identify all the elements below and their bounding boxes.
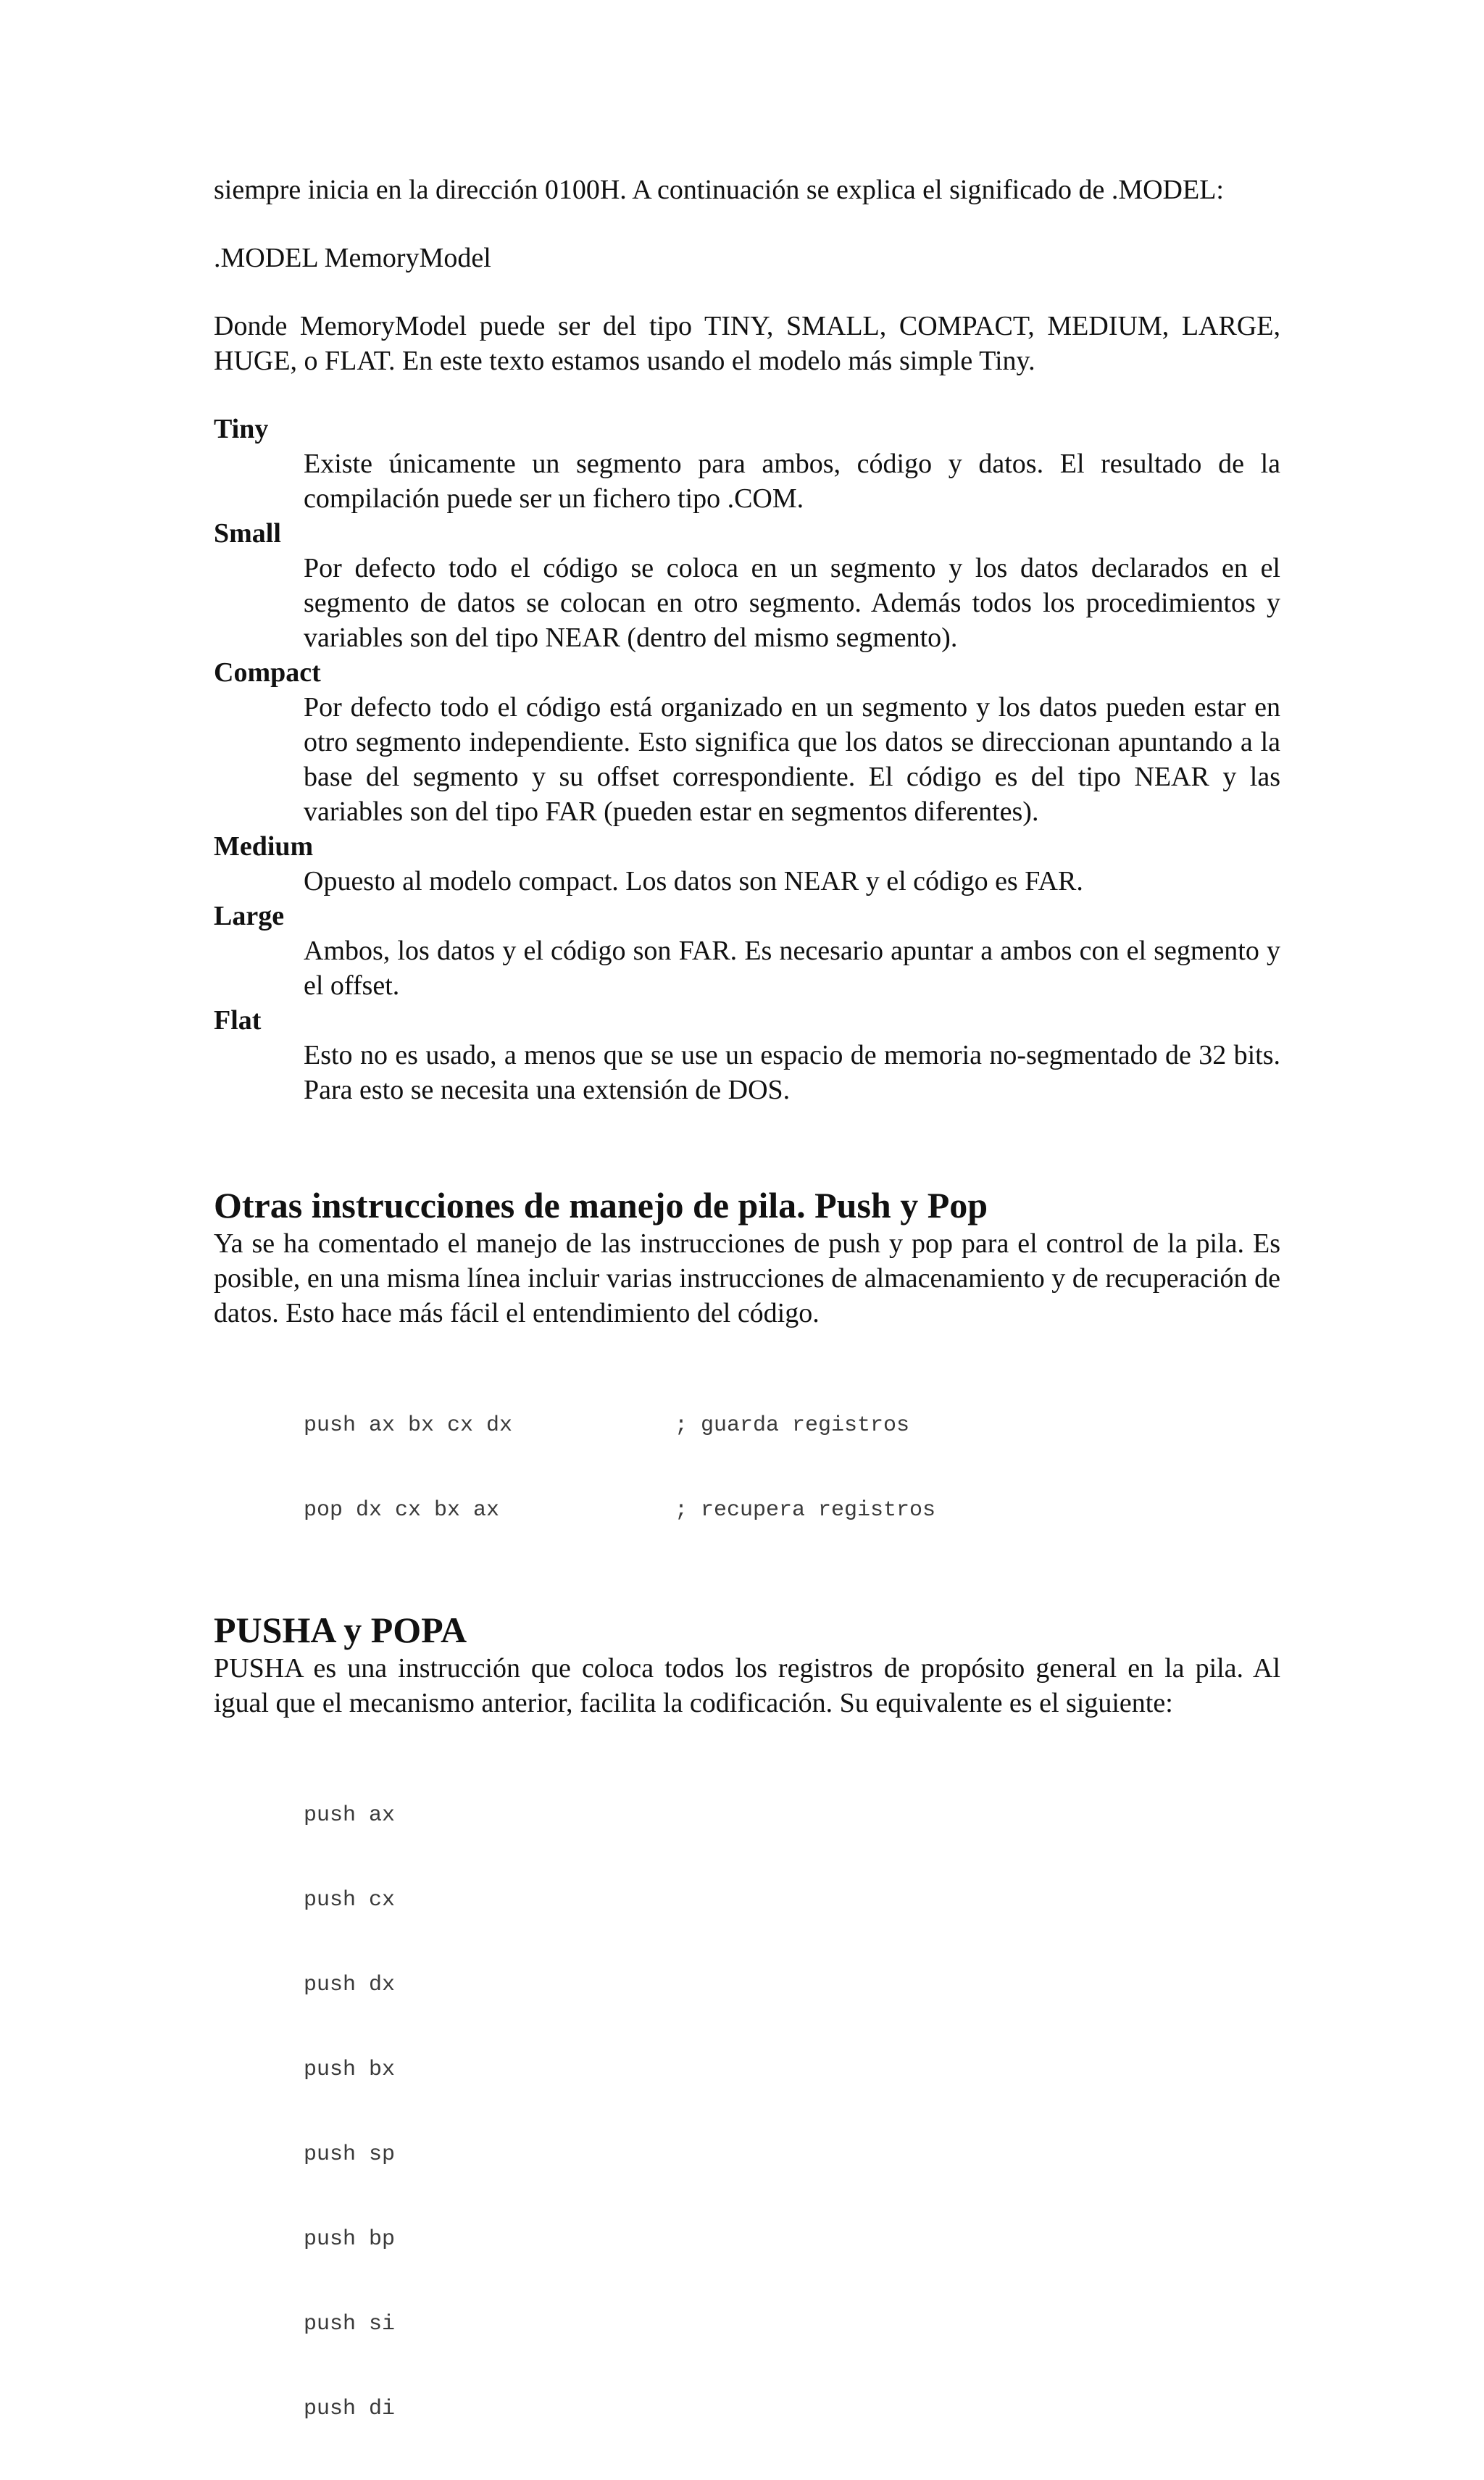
code-line (304, 1497, 1280, 1525)
model-term-tiny: Tiny (214, 414, 269, 444)
model-definition-tiny: Existe únicamente un segmento para ambos, código y datos. El resultado de la compilación puede ser un fichero tipo .COM. (304, 449, 1280, 514)
memory-model-list (214, 412, 1280, 1107)
model-directive-line: .MODEL MemoryModel (214, 243, 491, 273)
code-line (304, 1412, 1280, 1440)
model-term-small: Small (214, 518, 281, 549)
model-description-paragraph: Donde MemoryModel puede ser del tipo TINY, SMALL, COMPACT, MEDIUM, LARGE, HUGE, o FLAT. En este texto estamos usando el modelo más simple Tiny. (214, 311, 1280, 376)
model-definition-flat: Esto no es usado, a menos que se use un espacio de memoria no-segmentado de 32 bits. Para esto se necesita una extensión de DOS. (304, 1040, 1280, 1105)
model-definition-compact: Por defecto todo el código está organizado en un segmento y los datos pueden estar en otro segmento independiente. Esto significa que los datos se direccionan apuntando a la base del segmento y su offset correspondiente. El código es del tipo NEAR y las variables son del tipo FAR (pueden estar en segmentos diferentes). (304, 692, 1280, 827)
pusha-code-block (304, 1745, 1280, 2480)
model-definition-medium: Opuesto al modelo compact. Los datos son NEAR y el código es FAR. (304, 866, 1083, 896)
code-line: push dx (304, 1973, 396, 1997)
section-heading-pusha-popa: PUSHA y POPA (214, 1610, 467, 1650)
document-page (214, 172, 1280, 2480)
code-line: push bx (304, 2057, 396, 2082)
code-line: push bp (304, 2227, 396, 2252)
intro-paragraph: siempre inicia en la dirección 0100H. A continuación se explica el significado de .MODEL: (214, 175, 1224, 205)
code-line: push ax (304, 1803, 396, 1828)
push-pop-paragraph: Ya se ha comentado el manejo de las instrucciones de push y pop para el control de la pila. Es posible, en una misma línea incluir varias instrucciones de almacenamiento y de recuperación de datos. Esto hace más fácil el entendimiento del código. (214, 1228, 1280, 1328)
pusha-paragraph: PUSHA es una instrucción que coloca todos los registros de propósito general en la pila. Al igual que el mecanismo anterior, facilita la codificación. Su equivalente es el siguiente: (214, 1653, 1280, 1718)
model-term-large: Large (214, 901, 285, 931)
code-comment: ; guarda registros (675, 1413, 910, 1438)
code-instruction: push ax bx cx dx (304, 1413, 513, 1438)
code-line: push di (304, 2397, 396, 2421)
model-definition-large: Ambos, los datos y el código son FAR. Es necesario apuntar a ambos con el segmento y el offset. (304, 936, 1280, 1001)
push-pop-code-block (304, 1355, 1280, 1581)
model-term-compact: Compact (214, 657, 321, 688)
code-comment: ; recupera registros (675, 1498, 936, 1523)
model-definition-small: Por defecto todo el código se coloca en un segmento y los datos declarados en el segmento de datos se colocan en otro segmento. Además todos los procedimientos y variables son del tipo NEAR (dentro del mismo segmento). (304, 553, 1280, 653)
code-line: push cx (304, 1888, 396, 1913)
model-term-flat: Flat (214, 1005, 262, 1036)
code-line: push si (304, 2312, 396, 2337)
code-instruction: pop dx cx bx ax (304, 1498, 500, 1523)
model-term-medium: Medium (214, 831, 314, 862)
code-line: push sp (304, 2142, 396, 2167)
section-heading-push-pop: Otras instrucciones de manejo de pila. Push y Pop (214, 1185, 988, 1226)
